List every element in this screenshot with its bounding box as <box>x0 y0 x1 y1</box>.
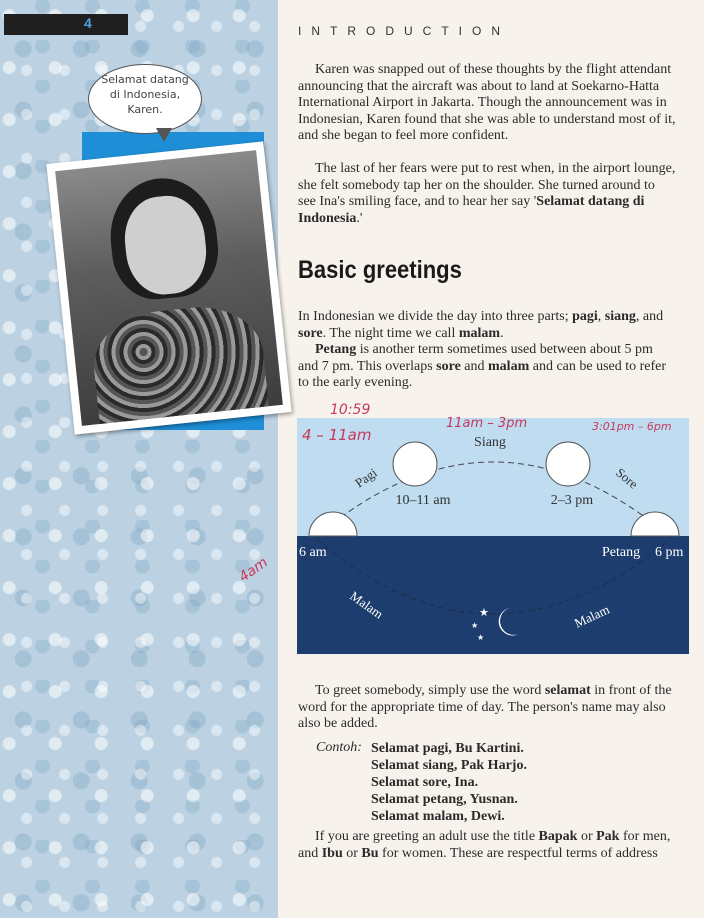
greetings-paragraph-1 <box>298 309 676 342</box>
title-text-c: for women. These are respectful terms of address <box>378 845 658 861</box>
term-sore-2: sore <box>436 358 461 374</box>
page-tab <box>4 14 128 35</box>
star-icon: ★ <box>479 607 489 619</box>
term-bu: Bu <box>361 845 379 861</box>
label-6am: 6 am <box>299 545 327 560</box>
time-morning: 10–11 am <box>395 493 451 508</box>
greeting-paragraph-1 <box>298 683 676 733</box>
intro-p2-bold: Selamat datang di Indonesia <box>298 194 645 226</box>
handwritten-pagi-range: 4 – 11am <box>302 426 372 444</box>
section-header: INTRODUCTION <box>298 24 510 38</box>
examples-label: Contoh: <box>316 740 362 755</box>
label-petang: Petang <box>602 545 641 560</box>
term-sore: sore <box>298 325 323 341</box>
intro-p2-end: .' <box>356 210 363 226</box>
term-malam: malam <box>458 325 501 341</box>
title-or-2: or <box>342 845 362 861</box>
term-ibu: Ibu <box>321 845 343 861</box>
g2-text-c: and can be used to refer to the early evening. <box>298 358 667 390</box>
term-siang: siang <box>604 309 636 324</box>
star-icon: ★ <box>471 621 479 630</box>
label-malam-right: Malam <box>571 601 612 631</box>
label-6pm: 6 pm <box>655 545 684 560</box>
examples-list <box>371 740 527 825</box>
portrait-photo <box>46 141 291 434</box>
term-selamat: selamat <box>544 683 591 698</box>
handwritten-sore-range: 3:01pm – 6pm <box>592 420 672 433</box>
greeting-paragraph-2 <box>298 829 676 862</box>
label-malam-left: Malam <box>347 588 387 622</box>
term-bapak: Bapak <box>538 829 578 844</box>
title-text-a: If you are greeting an adult use the title <box>315 829 539 844</box>
intro-paragraph-2 <box>298 161 676 227</box>
g2-text-a: is another term sometimes used between about 5 pm and 7 pm. This overlaps <box>298 342 653 374</box>
example-item: Selamat siang, Pak Harjo. <box>371 758 527 773</box>
time-afternoon: 2–3 pm <box>550 493 594 508</box>
example-item: Selamat petang, Yusnan. <box>371 792 518 807</box>
greet-text-a: To greet somebody, simply use the word <box>315 683 545 698</box>
label-pagi: Pagi <box>352 464 380 491</box>
term-pagi: pagi <box>572 309 598 324</box>
handwritten-4am: 4am <box>236 554 271 586</box>
intro-p2-text: The last of her fears were put to rest when, in the airport lounge, she felt somebody tap her on the shoulder. She turned around to see Ina's smiling face, and to hear her say ' <box>298 161 676 209</box>
label-siang: Siang <box>474 435 506 450</box>
g1-text-e: . <box>500 325 504 341</box>
greetings-paragraph-2 <box>298 342 676 392</box>
term-malam-2: malam <box>488 358 530 374</box>
intro-p1-text: Karen was snapped out of these thoughts by the flight attendant announcing that the aircraft was about to land at Soekarno-Hatta International Airport in Jakarta. Though the announcement was in Indonesian, Karen found that she was able to understand most of it, and she began to feel more confident. <box>298 62 676 143</box>
example-item: Selamat malam, Dewi. <box>371 809 505 824</box>
example-item: Selamat sore, Ina. <box>371 775 479 790</box>
g1-text-d: . The night time we call <box>322 325 459 341</box>
title-or-1: or <box>577 829 597 844</box>
speech-line-3: Karen. <box>127 103 163 116</box>
handwritten-siang-range: 11am – 3pm <box>446 416 528 431</box>
example-item: Selamat pagi, Bu Kartini. <box>371 741 524 756</box>
speech-bubble <box>88 64 202 134</box>
sun-afternoon <box>546 442 590 486</box>
term-pak: Pak <box>596 829 620 844</box>
intro-paragraph-1 <box>298 62 676 145</box>
handwritten-time: 10:59 <box>330 402 371 418</box>
star-icon: ★ <box>477 633 485 642</box>
title-text-b: for men, and <box>298 829 671 861</box>
label-sore: Sore <box>613 464 641 492</box>
section-heading: Basic greetings <box>298 256 462 284</box>
g1-text-b: , <box>597 309 605 324</box>
greet-text-b: in front of the word for the appropriate time of day. The person's name may also also be added. <box>298 683 672 731</box>
page-number: 4 <box>84 15 92 31</box>
sun-morning <box>393 442 437 486</box>
g1-text-a: In Indonesian we divide the day into three parts; <box>298 309 573 324</box>
speech-line-2: di Indonesia, <box>109 88 181 101</box>
g2-text-b: and <box>460 358 489 374</box>
times-of-day-diagram <box>297 418 689 654</box>
g1-text-c: , and <box>635 309 664 324</box>
term-petang: Petang <box>315 342 357 357</box>
speech-line-1: Selamat datang <box>101 73 189 86</box>
speech-bubble-tail <box>156 128 172 142</box>
